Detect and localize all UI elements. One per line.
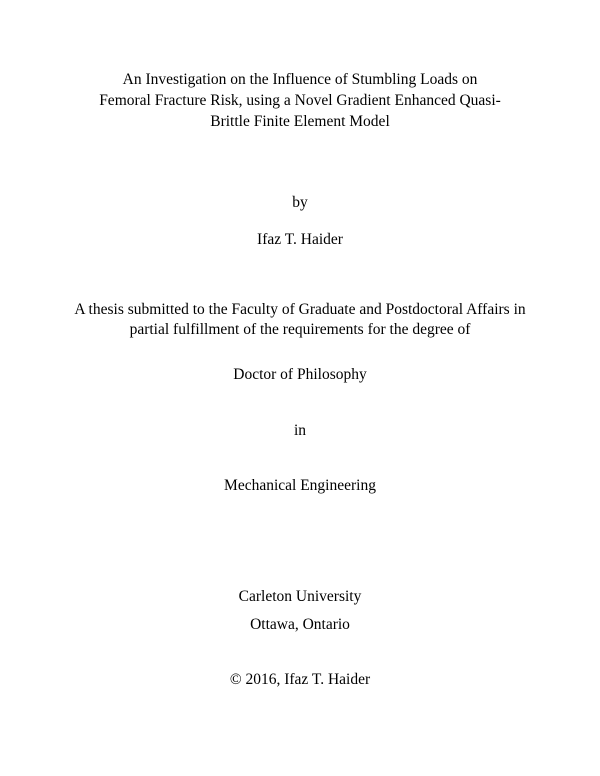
thesis-title-line-3: Brittle Finite Element Model [210,113,390,130]
submission-statement-line-1: A thesis submitted to the Faculty of Graduate and Postdoctoral Affairs in [74,301,526,318]
university-location: Ottawa, Ontario [250,616,350,633]
thesis-title-line-1: An Investigation on the Influence of Stumbling Loads on [122,71,478,88]
author-name: Ifaz T. Haider [257,231,343,248]
copyright-notice: © 2016, Ifaz T. Haider [229,671,371,688]
thesis-title [0,69,600,132]
by-label: by [292,194,308,211]
university-name: Carleton University [238,588,362,605]
degree-name: Doctor of Philosophy [233,366,367,383]
field-of-study: Mechanical Engineering [224,477,376,494]
in-label: in [293,422,307,439]
thesis-title-line-2: Femoral Fracture Risk, using a Novel Gradient Enhanced Quasi- [99,92,501,109]
submission-statement-line-2: partial fulfillment of the requirements for the degree of [129,321,471,338]
